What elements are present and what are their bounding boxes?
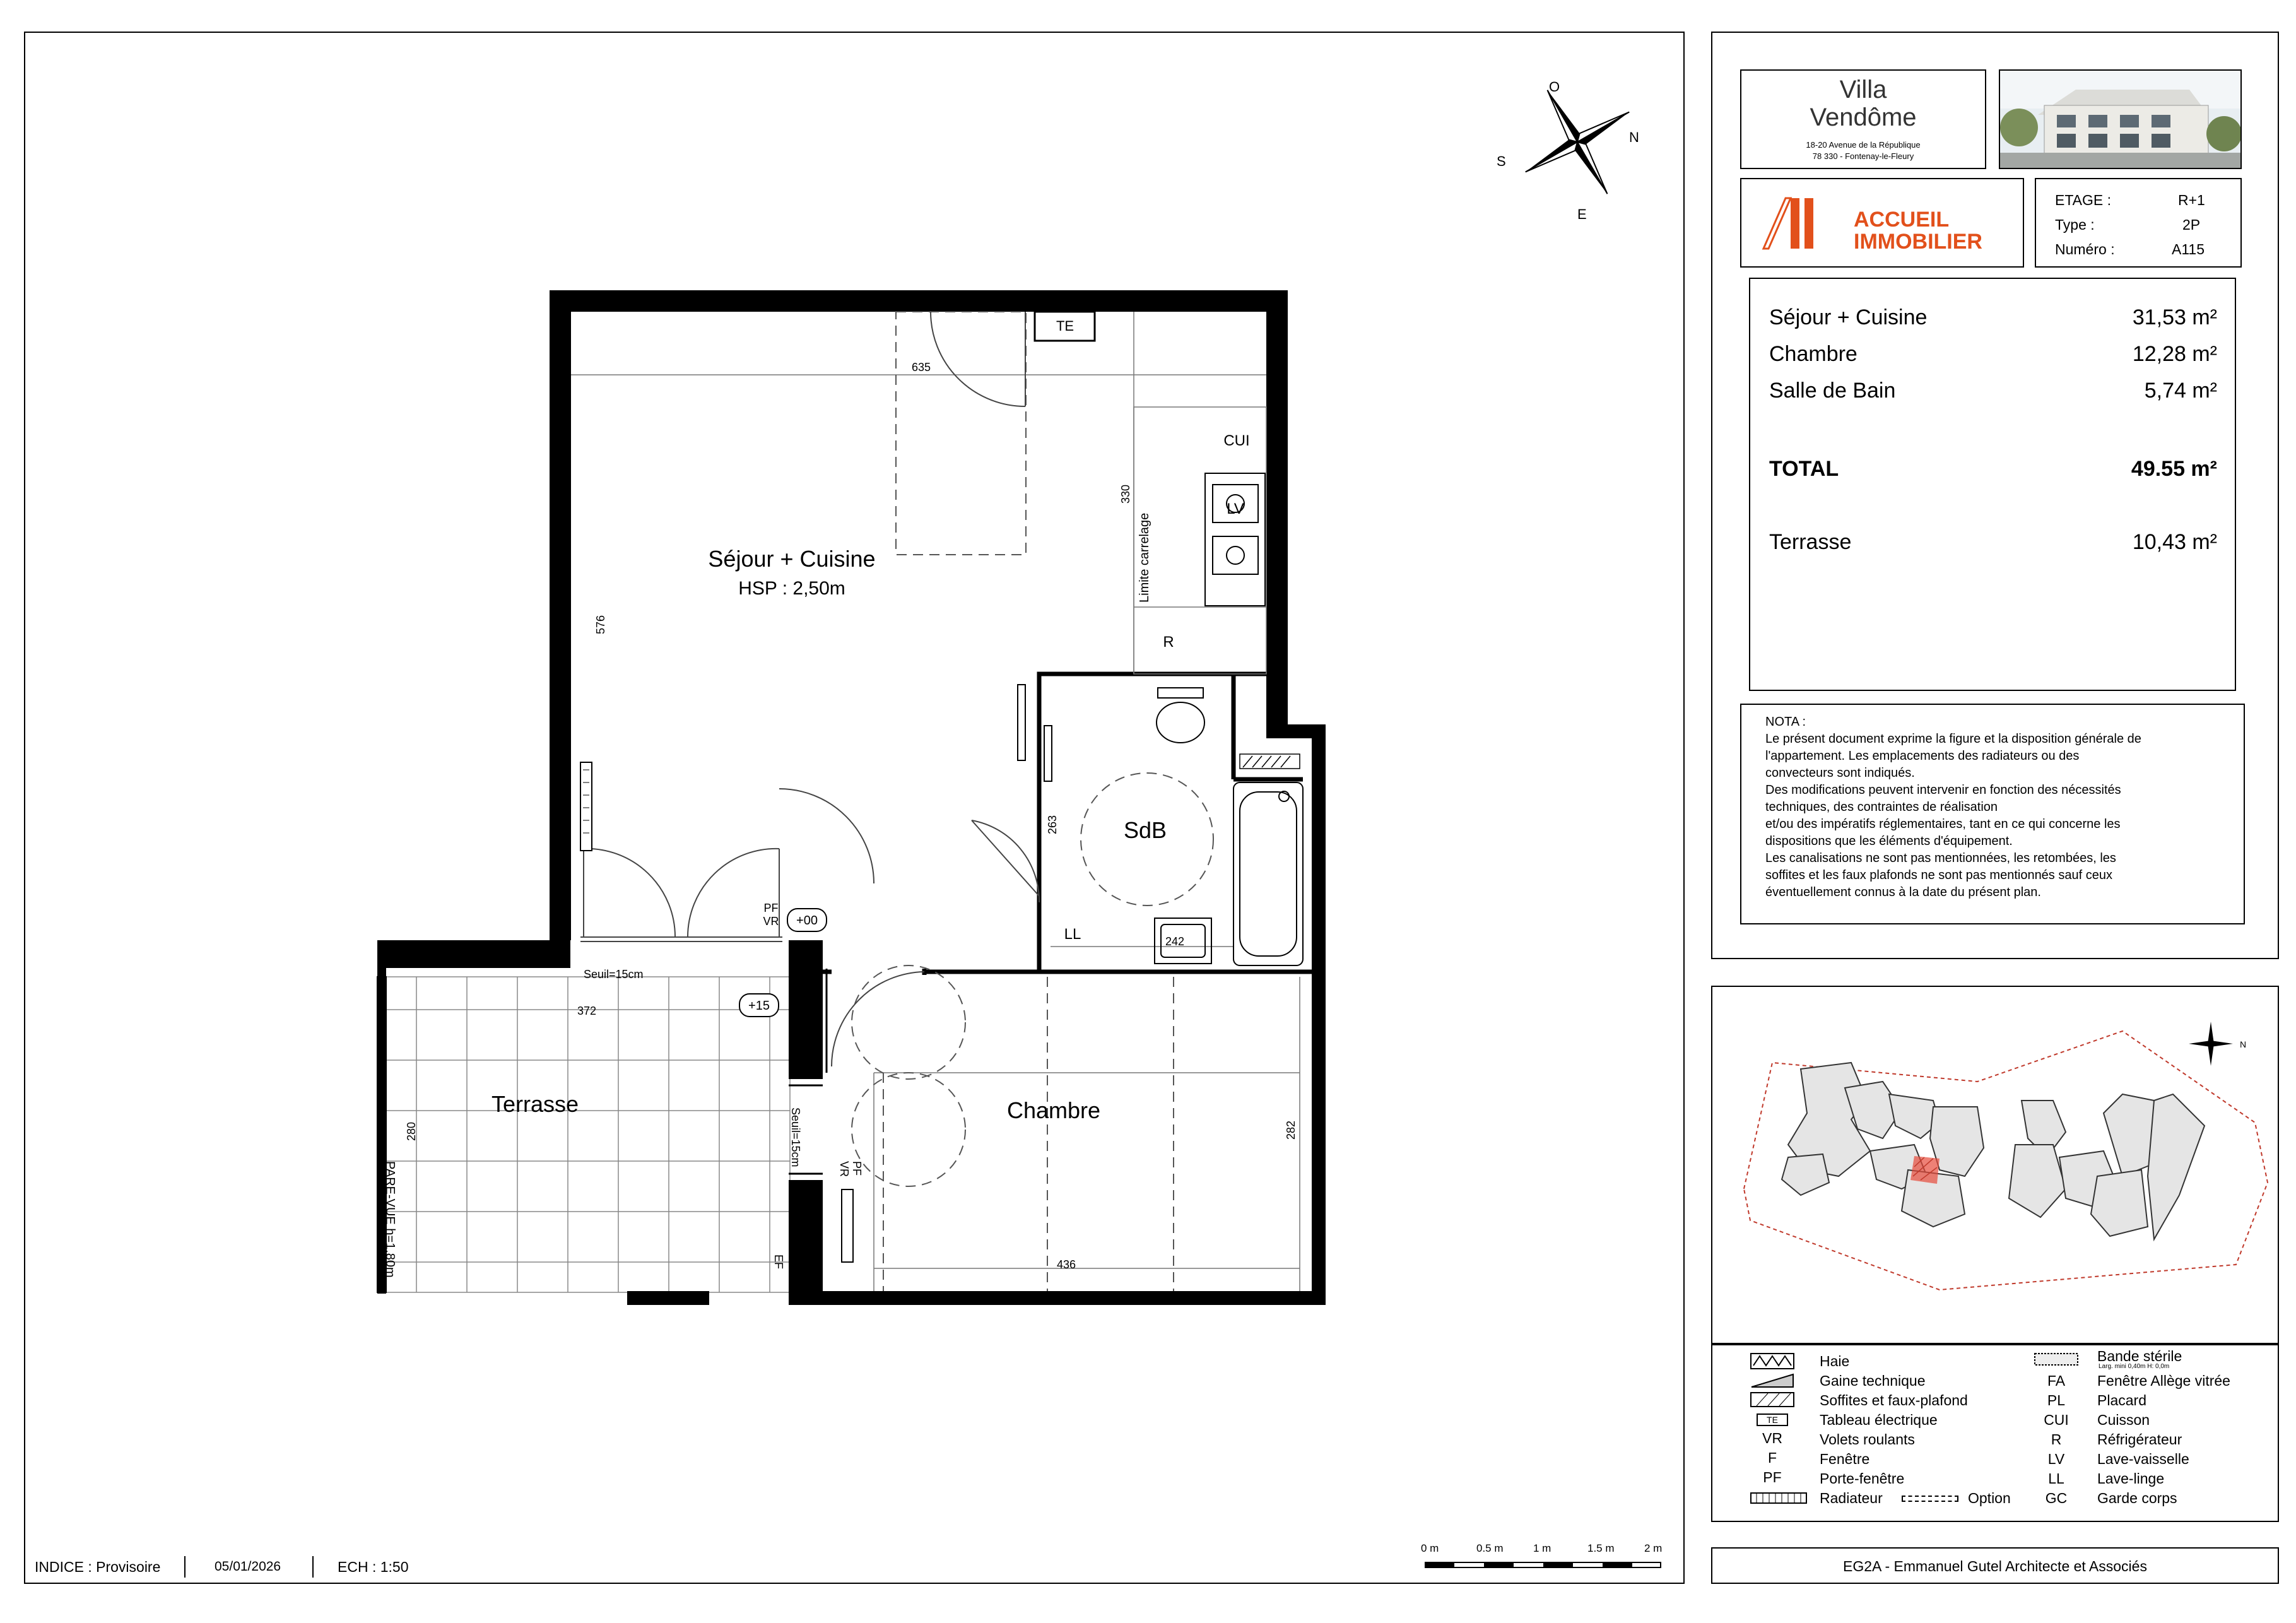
- legend-right-symbol: PL: [2047, 1392, 2066, 1408]
- legend-haie-icon: [1750, 1353, 1794, 1369]
- project-address-1: 18-20 Avenue de la République: [1806, 140, 1921, 150]
- architect-name: EG2A - Emmanuel Gutel Architecte et Associés: [1843, 1558, 2147, 1574]
- legend-right-symbol: R: [2051, 1431, 2062, 1448]
- architect-box: [1711, 1547, 2279, 1584]
- total-label: TOTAL: [1769, 457, 1839, 481]
- project-name-2: Vendôme: [1810, 103, 1917, 131]
- toilet: [1157, 688, 1204, 743]
- agency-logo-box: [1740, 178, 2024, 268]
- legend-gaine-icon: [1750, 1373, 1794, 1388]
- agency-logo-icon: [1760, 197, 1817, 250]
- room-name-2: Chambre: [1769, 342, 1857, 366]
- legend-left-label: Fenêtre: [1820, 1451, 1870, 1467]
- walls: [377, 290, 1326, 1305]
- seuil-side: Seuil=15cm: [789, 1107, 802, 1167]
- room-name-1: Séjour + Cuisine: [1769, 305, 1928, 329]
- etage-value: R+1: [2178, 192, 2205, 208]
- ll-label: LL: [1064, 926, 1081, 943]
- legend-right-label: Lave-linge: [2097, 1470, 2165, 1487]
- legend-right-label: Placard: [2097, 1392, 2146, 1408]
- footer-echelle: ECH : 1:50: [338, 1559, 409, 1575]
- legend-right-symbol: FA: [2047, 1372, 2066, 1389]
- legend-radiateur-icon: [1750, 1492, 1807, 1504]
- limite-carrelage: Limite carrelage: [1138, 512, 1151, 603]
- legend-right-symbol: LV: [2047, 1451, 2065, 1467]
- nota-line: techniques, des contraintes de réalisation: [1765, 800, 1998, 814]
- terrace-label: Terrasse: [1769, 530, 1852, 554]
- surfaces-box: [1749, 278, 2236, 691]
- legend-right-symbol: CUI: [2044, 1412, 2069, 1428]
- dim-372: 372: [577, 1005, 597, 1017]
- site-plan: [1712, 987, 2278, 1343]
- scale-15: 1.5 m: [1587, 1542, 1615, 1554]
- dim-436: 436: [1056, 1258, 1076, 1271]
- cui-label: CUI: [1223, 432, 1250, 449]
- nota-line: dispositions que les éléments d'équipement.: [1765, 834, 2013, 848]
- chambre-label: Chambre: [1006, 1097, 1101, 1123]
- dim-263: 263: [1046, 815, 1059, 834]
- type-value: 2P: [2182, 216, 2201, 233]
- terrace-tiles: [386, 977, 790, 1292]
- nota-title: NOTA :: [1765, 715, 1806, 729]
- legend-left-label: Porte-fenêtre: [1820, 1470, 1905, 1487]
- scale-2: 2 m: [1644, 1542, 1663, 1554]
- legend-left-label: Haie: [1820, 1353, 1850, 1369]
- footer-date: 05/01/2026: [215, 1559, 281, 1574]
- legend-box: [1711, 1344, 2279, 1522]
- legend-right-note: Larg. mini 0,40m H: 0,0m: [2099, 1363, 2170, 1370]
- agency-name-2: IMMOBILIER: [1854, 230, 1982, 254]
- legend-bande-sterile-icon: [2034, 1353, 2078, 1366]
- building-photo: [1999, 69, 2242, 169]
- project-address-2: 78 330 - Fontenay-le-Fleury: [1812, 151, 1914, 161]
- legend-right-label: Garde corps: [2097, 1490, 2177, 1506]
- legend-right-label: Fenêtre Allège vitrée: [2097, 1372, 2230, 1389]
- bathtub: [1233, 782, 1303, 965]
- numero-label: Numéro :: [2055, 241, 2115, 257]
- legend-right-label: Réfrigérateur: [2097, 1431, 2182, 1448]
- nota-line: Des modifications peuvent intervenir en fonction des nécessités: [1765, 783, 2121, 797]
- nota-line: éventuellement connus à la date du présent plan.: [1765, 885, 2041, 899]
- legend-left-label: Volets roulants: [1820, 1431, 1915, 1448]
- legend-left-label: Soffites et faux-plafond: [1820, 1392, 1968, 1408]
- level-15: +15: [748, 999, 770, 1013]
- etage-label: ETAGE :: [2055, 192, 2112, 208]
- te-label: TE: [1056, 318, 1074, 334]
- legend-f-symbol: F: [1767, 1449, 1777, 1466]
- nota-line: et/ou des impératifs réglementaires, tant en ce qui concerne les: [1765, 817, 2121, 831]
- nota-line: soffites et les faux plafonds ne sont pas mentionnés sauf ceux: [1765, 868, 2112, 882]
- scale-05: 0.5 m: [1476, 1542, 1504, 1554]
- room-name-3: Salle de Bain: [1769, 379, 1896, 403]
- legend-vr-symbol: VR: [1762, 1430, 1782, 1446]
- pf-label-chambre: PF: [851, 1161, 863, 1176]
- nota-line: Les canalisations ne sont pas mentionnées, les retombées, les: [1765, 851, 2116, 865]
- scale-1: 1 m: [1533, 1542, 1551, 1554]
- sejour-hsp: HSP : 2,50m: [738, 578, 845, 599]
- legend-right-label: Lave-vaisselle: [2097, 1451, 2189, 1467]
- sdb-label: SdB: [1123, 817, 1167, 843]
- scale-bar: [1425, 1555, 1661, 1569]
- compass-n: N: [1629, 129, 1639, 145]
- dim-280: 280: [405, 1121, 418, 1141]
- footer-indice: INDICE : Provisoire: [35, 1559, 161, 1575]
- agency-name-1: ACCUEIL: [1854, 208, 1950, 232]
- legend-left-label: Tableau électrique: [1820, 1412, 1938, 1428]
- site-plan-box: [1711, 986, 2279, 1344]
- nota-box: [1740, 704, 2245, 924]
- vr-label-chambre: VR: [838, 1161, 851, 1177]
- lv-label: LV: [1227, 500, 1244, 517]
- room-area-1: 31,53 m²: [2132, 305, 2217, 329]
- dim-242: 242: [1165, 935, 1185, 948]
- nota-line: l'appartement. Les emplacements des radiateurs ou des: [1765, 749, 2080, 763]
- mini-compass-n: N: [2240, 1039, 2247, 1049]
- project-name-1: Villa: [1839, 76, 1887, 103]
- dim-635: 635: [911, 361, 931, 374]
- room-area-3: 5,74 m²: [2144, 379, 2217, 403]
- legend-te-symbol: TE: [1757, 1413, 1788, 1426]
- nota-line: Le présent document exprime la figure et la disposition générale de: [1765, 732, 2141, 746]
- terrasse-label: Terrasse: [491, 1091, 579, 1117]
- room-area-2: 12,28 m²: [2132, 342, 2217, 366]
- legend-pf-symbol: PF: [1763, 1469, 1782, 1485]
- legend-right-symbol: LL: [2048, 1470, 2064, 1487]
- nota-line: convecteurs sont indiqués.: [1765, 766, 1915, 780]
- type-label: Type :: [2055, 216, 2095, 233]
- dim-330: 330: [1119, 484, 1132, 504]
- compass-o: O: [1549, 79, 1560, 95]
- dim-576: 576: [594, 615, 607, 634]
- sejour-label: Séjour + Cuisine: [708, 546, 876, 572]
- kitchen-counter: [1205, 473, 1265, 606]
- apartment-info-box: [2035, 178, 2242, 268]
- legend-left-label: Radiateur: [1820, 1490, 1883, 1506]
- r-label: R: [1163, 634, 1174, 651]
- legend-option-label: Option: [1968, 1490, 2011, 1506]
- seuil-top: Seuil=15cm: [584, 968, 644, 981]
- dim-282: 282: [1285, 1120, 1297, 1140]
- project-title-box: [1740, 69, 1986, 169]
- compass-s: S: [1497, 153, 1506, 169]
- legend-option-symbol: [1902, 1496, 1958, 1502]
- level-00: +00: [796, 914, 818, 928]
- legend-soffite-icon: [1750, 1392, 1794, 1407]
- terrace-value: 10,43 m²: [2132, 530, 2217, 554]
- scale-0: 0 m: [1421, 1542, 1439, 1554]
- compass-e: E: [1577, 206, 1587, 222]
- legend-left-label: Gaine technique: [1820, 1372, 1926, 1389]
- numero-value: A115: [2172, 241, 2205, 257]
- total-value: 49.55 m²: [2131, 457, 2217, 481]
- legend-right-symbol: GC: [2045, 1490, 2068, 1506]
- ef-label: EF: [772, 1254, 785, 1270]
- vr-label: VR: [763, 915, 779, 928]
- pf-label: PF: [763, 902, 779, 914]
- legend-right-label: Cuisson: [2097, 1412, 2150, 1428]
- pare-vue-label: PARE-VUE h=1,80m: [383, 1161, 397, 1278]
- legend-right-label: Bande stérile: [2097, 1348, 2182, 1364]
